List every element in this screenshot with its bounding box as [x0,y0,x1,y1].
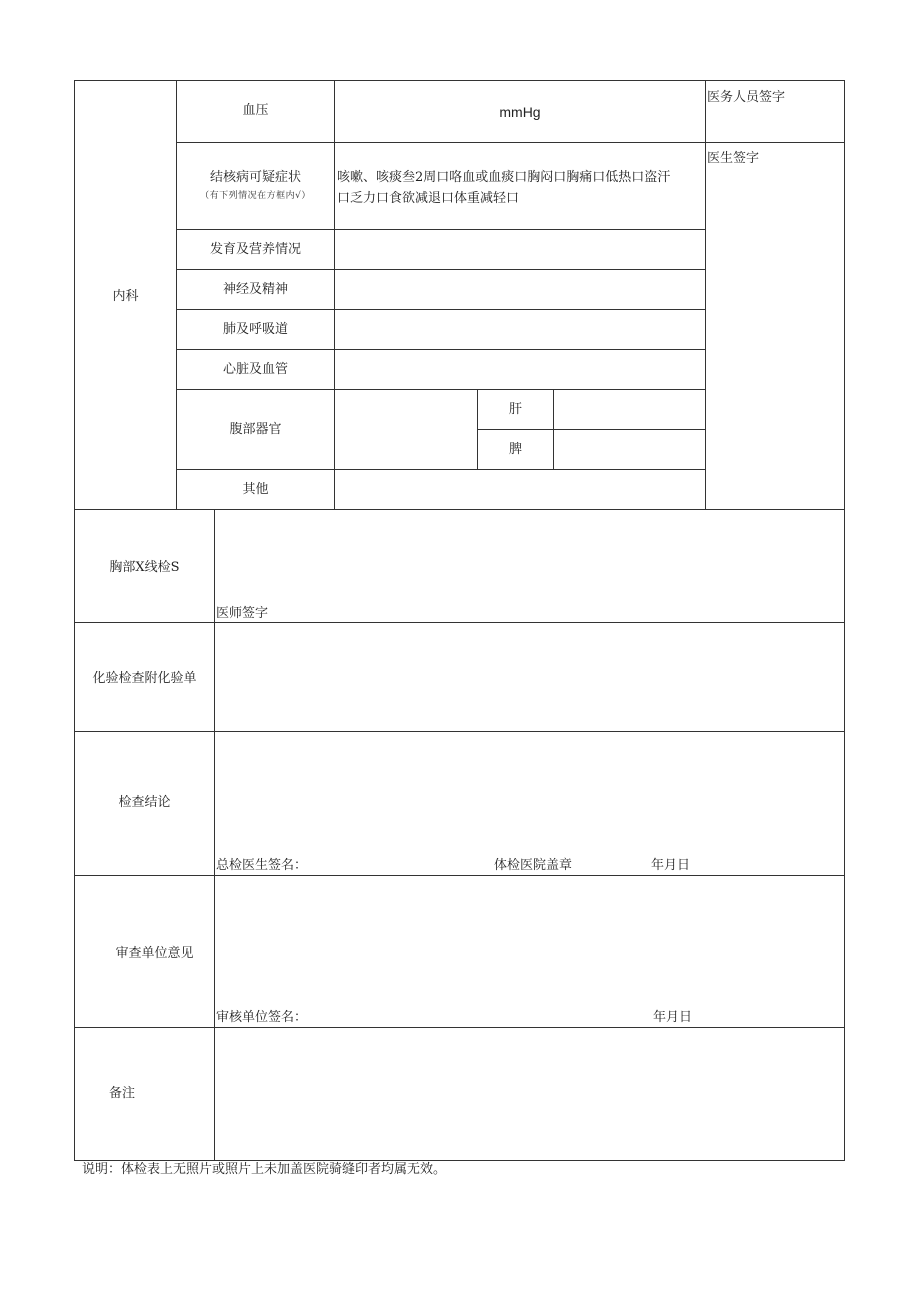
review-unit-sign-label: 审核单位签名： [216,1010,308,1025]
lungs-label: 肺及呼吸道 [222,322,288,337]
xray-result-field[interactable] [215,510,844,604]
border-left [74,80,75,1161]
chief-doctor-sign-label: 总检医生签名： [216,858,308,873]
spleen-field[interactable] [554,430,705,469]
spleen-label: 脾 [508,442,522,457]
conclusion-label: 检查结论 [118,795,171,810]
xray-label: 胸部X线检S [109,560,180,575]
review-opinion-field[interactable] [215,876,844,1006]
lab-label: 化验检查附化验单 [92,671,197,686]
bp-value-cell[interactable] [335,81,705,142]
nervous-label: 神经及精神 [222,282,288,297]
other-field[interactable] [335,470,705,509]
hospital-seal-label: 体检医院盖章 [494,858,573,873]
other-label: 其他 [242,482,269,497]
remarks-label: 备注 [109,1086,136,1101]
abdomen-field[interactable] [335,390,477,469]
bp-label: 血压 [242,103,269,118]
liver-label: 肝 [508,402,522,417]
tb-symptoms-note: （有下列情况在方框内√） [200,191,311,201]
heart-field[interactable] [335,350,705,389]
review-label: 审查单位意见 [115,946,194,961]
tb-symptoms-label: 结核病可疑症状 [209,170,301,185]
conclusion-date-label: 年月日 [651,858,691,873]
remarks-field[interactable] [215,1028,844,1160]
review-date-label: 年月日 [653,1010,693,1025]
tb-options-line-2: 口乏力口食欲减退口体重减轻口 [337,191,520,206]
border-right [844,80,845,1161]
liver-field[interactable] [554,390,705,429]
abdomen-label: 腹部器官 [229,422,282,437]
conclusion-field[interactable] [215,732,844,854]
bp-unit: mmHg [499,104,541,120]
border-bottom [74,1160,845,1161]
internal-section-label: 内科 [112,289,139,304]
doctor-sign-label: 医生签字 [707,151,760,166]
footnote: 说明：体检表上无照片或照片上未加盖医院骑缝印者均属无效。 [82,1162,447,1177]
tb-symptoms-options[interactable] [335,143,705,229]
development-label: 发育及营养情况 [209,242,301,257]
medical-staff-sign-field[interactable] [706,108,844,142]
lungs-field[interactable] [335,310,705,349]
nervous-field[interactable] [335,270,705,309]
tb-options-line-1: 咳嗽、咳痰叁2周口咯血或血痰口胸闷口胸痛口低热口盗汗 [337,170,671,185]
xray-doctor-sign-label: 医师签字 [216,606,269,621]
heart-label: 心脏及血管 [222,362,288,377]
medical-staff-sign-label: 医务人员签字 [707,90,786,105]
lab-result-field[interactable] [215,623,844,731]
development-field[interactable] [335,230,705,269]
doctor-sign-field[interactable] [706,170,844,508]
